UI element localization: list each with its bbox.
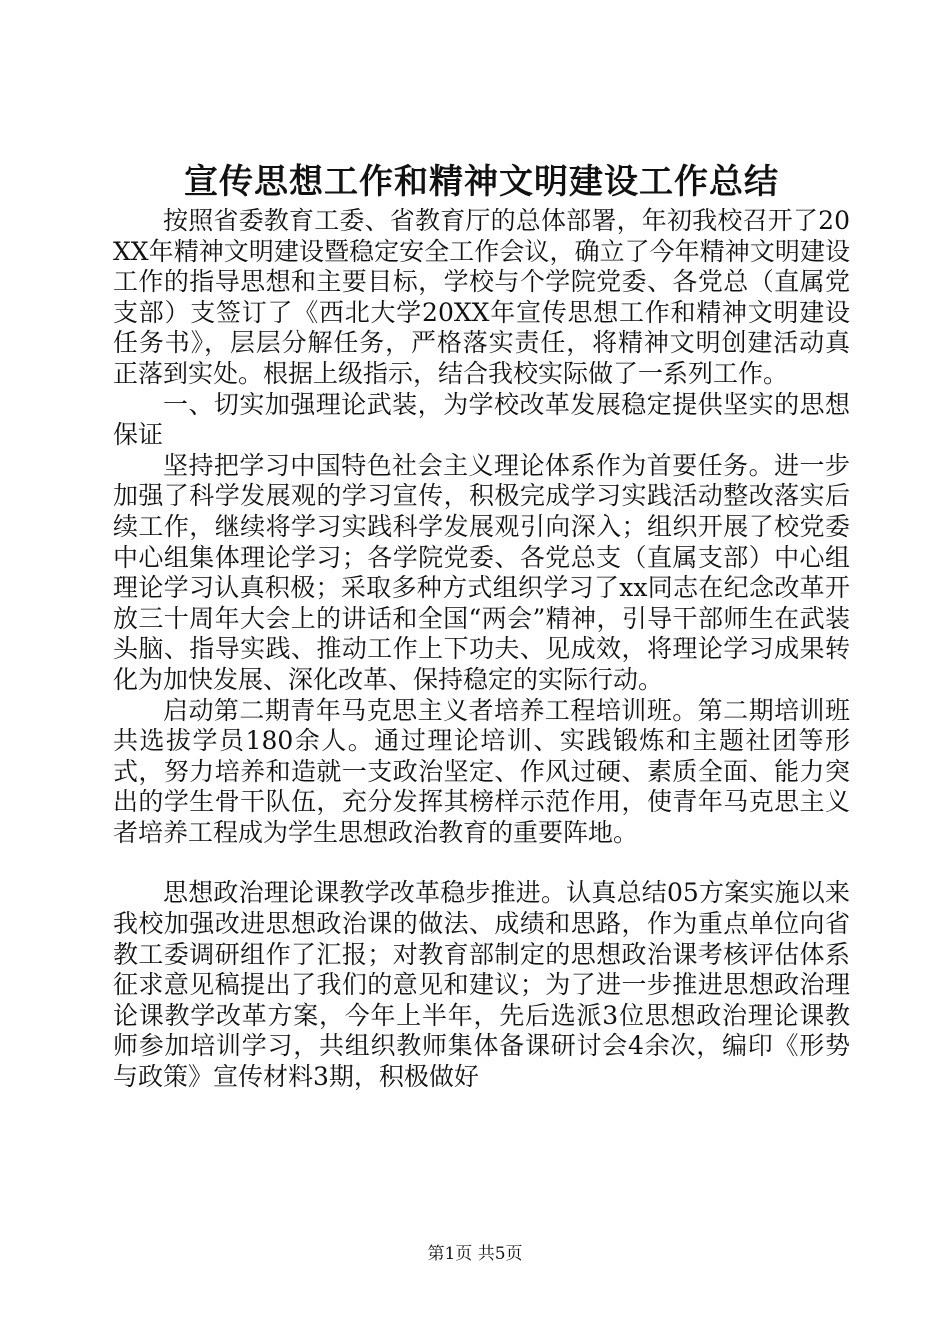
document-page — [113, 160, 850, 1093]
paragraph-intro: 按照省委教育工委、省教育厅的总体部署，年初我校召开了20XX年精神文明建设暨稳定安全工作会议，确立了今年精神文明建设工作的指导思想和主要目标，学校与个学院党委、各党总（直属党支部）支签订了《西北大学20XX年宣传思想工作和精神文明建设任务书》，层层分解任务，严格落实责任，将精神文明创建活动真正落到实处。根据上级指示，结合我校实际做了一系列工作。 — [113, 206, 850, 388]
page-footer: 第1页 共5页 — [427, 1244, 523, 1264]
paragraph-theory-study: 坚持把学习中国特色社会主义理论体系作为首要任务。进一步加强了科学发展观的学习宣传，积极完成学习实践活动整改落实后续工作，继续将学习实践科学发展观引向深入；组织开展了校党委中心组集体理论学习；各学院党委、各党总支（直属支部）中心组理论学习认真积极；采取多种方式组织学习了xx同志在纪念改革开放三十周年大会上的讲话和全国“两会”精神，引导干部师生在武装头脑、指导实践、推动工作上下功夫、见成效，将理论学习成果转化为加快发展、深化改革、保持稳定的实际行动。 — [113, 450, 850, 694]
document-title: 宣传思想工作和精神文明建设工作总结 — [184, 162, 779, 202]
section-heading-1: 一、切实加强理论武装，为学校改革发展稳定提供坚实的思想保证 — [113, 389, 850, 450]
paragraph-ideology-course-reform: 思想政治理论课教学改革稳步推进。认真总结05方案实施以来我校加强改进思想政治课的做法、成绩和思路，作为重点单位向省教工委调研组作了汇报；对教育部制定的思想政治课考核评估体系征求意见稿提出了我们的意见和建议；为了进一步推进思想政治理论课教学改革方案，今年上半年，先后选派3位思想政治理论课教师参加培训学习，共组织教师集体备课研讨会4余次，编印《形势与政策》宣传材料3期，积极做好 — [113, 878, 850, 1092]
paragraph-youth-marxist-training: 启动第二期青年马克思主义者培养工程培训班。第二期培训班共选拔学员180余人。通过理论培训、实践锻炼和主题社团等形式，努力培养和造就一支政治坚定、作风过硬、素质全面、能力突出的学生骨干队伍，充分发挥其榜样示范作用，使青年马克思主义者培养工程成为学生思想政治教育的重要阵地。 — [113, 695, 850, 847]
